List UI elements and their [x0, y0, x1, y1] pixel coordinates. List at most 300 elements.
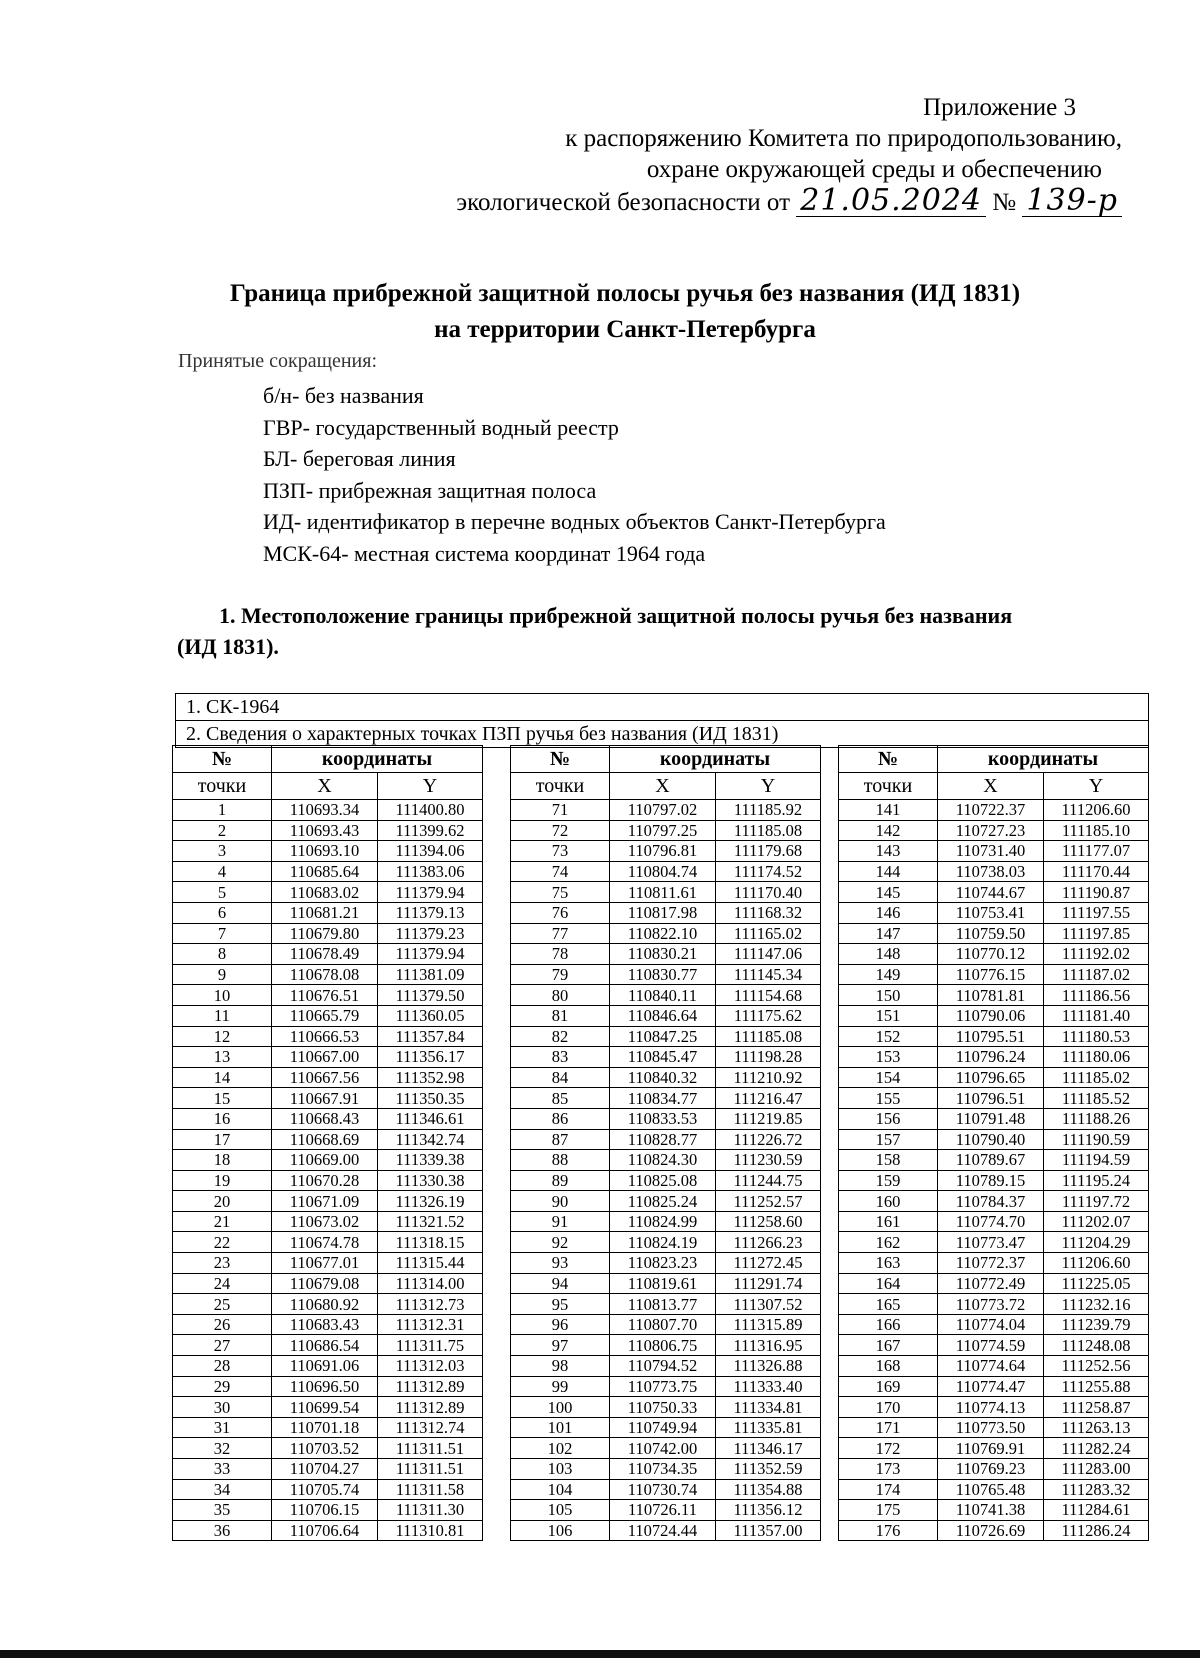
table-row [839, 800, 1149, 821]
point-number: 144 [839, 861, 938, 882]
point-x: 110680.92 [272, 1294, 378, 1315]
table-row [839, 1397, 1149, 1418]
point-y: 111258.87 [1044, 1397, 1149, 1418]
point-y: 111185.08 [716, 820, 821, 841]
point-y: 111188.26 [1044, 1108, 1149, 1129]
point-x: 110794.52 [610, 1356, 716, 1377]
point-x: 110774.59 [938, 1335, 1044, 1356]
point-number: 20 [173, 1191, 272, 1212]
point-x: 110828.77 [610, 1129, 716, 1150]
table-row [839, 902, 1149, 923]
point-y: 111284.61 [1044, 1500, 1149, 1521]
table-row [511, 1335, 821, 1356]
table-row [511, 1170, 821, 1191]
date-prefix: экологической безопасности от [456, 189, 790, 216]
point-y: 111400.80 [378, 800, 483, 821]
point-x: 110677.01 [272, 1253, 378, 1274]
point-x: 110769.91 [938, 1438, 1044, 1459]
point-number: 169 [839, 1376, 938, 1397]
point-number: 33 [173, 1459, 272, 1480]
point-y: 111248.08 [1044, 1335, 1149, 1356]
point-y: 111339.38 [378, 1150, 483, 1171]
table-row [173, 882, 483, 903]
number-label: № [992, 189, 1017, 216]
committee-name-line: охране окружающей среды и обеспечению [646, 156, 1102, 183]
table-row [173, 1191, 483, 1212]
point-y: 111198.28 [716, 1047, 821, 1068]
table-row [173, 944, 483, 965]
column-header-coordinates: координаты [938, 746, 1149, 773]
point-y: 111318.15 [378, 1232, 483, 1253]
table-row [839, 985, 1149, 1006]
point-x: 110790.06 [938, 1005, 1044, 1026]
point-number: 25 [173, 1294, 272, 1315]
point-x: 110774.04 [938, 1314, 1044, 1335]
point-x: 110796.65 [938, 1067, 1044, 1088]
point-number: 78 [511, 944, 610, 965]
point-y: 111357.00 [716, 1520, 821, 1541]
table-row [511, 1294, 821, 1315]
point-x: 110796.81 [610, 841, 716, 862]
point-number: 161 [839, 1211, 938, 1232]
table-row [511, 944, 821, 965]
table-row [839, 882, 1149, 903]
table-row [173, 1150, 483, 1171]
point-y: 111356.12 [716, 1500, 821, 1521]
point-x: 110706.15 [272, 1500, 378, 1521]
point-number: 12 [173, 1026, 272, 1047]
point-y: 111255.88 [1044, 1376, 1149, 1397]
point-y: 111192.02 [1044, 944, 1149, 965]
point-x: 110845.47 [610, 1047, 716, 1068]
point-number: 168 [839, 1356, 938, 1377]
point-y: 111252.57 [716, 1191, 821, 1212]
abbreviation-item: ИД- идентификатор в перечне водных объектов Санкт-Петербурга [263, 509, 886, 534]
point-number: 167 [839, 1335, 938, 1356]
point-number: 94 [511, 1273, 610, 1294]
table-row [839, 1191, 1149, 1212]
point-y: 111379.50 [378, 985, 483, 1006]
table-row [511, 1150, 821, 1171]
point-x: 110774.70 [938, 1211, 1044, 1232]
table-row [839, 1520, 1149, 1541]
column-header-number: № [511, 746, 610, 773]
point-y: 111346.61 [378, 1108, 483, 1129]
point-x: 110817.98 [610, 902, 716, 923]
point-number: 35 [173, 1500, 272, 1521]
point-x: 110699.54 [272, 1397, 378, 1418]
point-x: 110669.00 [272, 1150, 378, 1171]
table-row [173, 1459, 483, 1480]
table-row [173, 1253, 483, 1274]
table-row [511, 1088, 821, 1109]
point-y: 111315.44 [378, 1253, 483, 1274]
point-number: 157 [839, 1129, 938, 1150]
point-x: 110738.03 [938, 861, 1044, 882]
point-number: 2 [173, 820, 272, 841]
point-y: 111346.17 [716, 1438, 821, 1459]
point-y: 111335.81 [716, 1417, 821, 1438]
coordinates-table-2 [510, 745, 821, 1541]
point-x: 110667.00 [272, 1047, 378, 1068]
point-number: 19 [173, 1170, 272, 1191]
point-x: 110726.11 [610, 1500, 716, 1521]
point-x: 110811.61 [610, 882, 716, 903]
table-row [511, 1397, 821, 1418]
point-x: 110825.08 [610, 1170, 716, 1191]
point-y: 111330.38 [378, 1170, 483, 1191]
abbreviation-item: ГВР- государственный водный реестр [263, 414, 619, 440]
point-number: 142 [839, 820, 938, 841]
point-x: 110772.37 [938, 1253, 1044, 1274]
point-x: 110734.35 [610, 1459, 716, 1480]
point-x: 110822.10 [610, 923, 716, 944]
table-row [511, 1108, 821, 1129]
section-heading-line-2: (ИД 1831). [177, 634, 279, 659]
table-row [839, 964, 1149, 985]
point-x: 110840.32 [610, 1067, 716, 1088]
point-number: 170 [839, 1397, 938, 1418]
point-x: 110789.67 [938, 1150, 1044, 1171]
table-row [839, 1170, 1149, 1191]
point-y: 111321.52 [378, 1211, 483, 1232]
point-x: 110824.30 [610, 1150, 716, 1171]
appendix-number: Приложение 3 [923, 94, 1076, 121]
point-number: 21 [173, 1211, 272, 1232]
point-number: 164 [839, 1273, 938, 1294]
point-x: 110727.23 [938, 820, 1044, 841]
table-row [173, 861, 483, 882]
point-x: 110796.24 [938, 1047, 1044, 1068]
point-x: 110774.47 [938, 1376, 1044, 1397]
point-number: 29 [173, 1376, 272, 1397]
point-number: 100 [511, 1397, 610, 1418]
point-number: 92 [511, 1232, 610, 1253]
table-row [511, 985, 821, 1006]
point-number: 3 [173, 841, 272, 862]
point-y: 111282.24 [1044, 1438, 1149, 1459]
point-number: 145 [839, 882, 938, 903]
document-title [0, 276, 1200, 348]
point-x: 110678.49 [272, 944, 378, 965]
table-row [511, 820, 821, 841]
point-x: 110773.75 [610, 1376, 716, 1397]
point-y: 111170.40 [716, 882, 821, 903]
point-x: 110730.74 [610, 1479, 716, 1500]
point-x: 110776.15 [938, 964, 1044, 985]
point-number: 18 [173, 1150, 272, 1171]
point-x: 110773.72 [938, 1294, 1044, 1315]
point-number: 87 [511, 1129, 610, 1150]
point-x: 110791.48 [938, 1108, 1044, 1129]
point-x: 110667.91 [272, 1088, 378, 1109]
section-1-heading [177, 600, 1107, 662]
point-x: 110806.75 [610, 1335, 716, 1356]
table-row [173, 800, 483, 821]
table-row [173, 985, 483, 1006]
table-row [511, 1500, 821, 1521]
point-x: 110833.53 [610, 1108, 716, 1129]
point-y: 111399.62 [378, 820, 483, 841]
point-y: 111226.72 [716, 1129, 821, 1150]
table-row [511, 882, 821, 903]
table-row [173, 1438, 483, 1459]
point-x: 110724.44 [610, 1520, 716, 1541]
table-row [173, 1047, 483, 1068]
point-x: 110790.40 [938, 1129, 1044, 1150]
point-y: 111206.60 [1044, 1253, 1149, 1274]
table-row [511, 1479, 821, 1500]
point-number: 101 [511, 1417, 610, 1438]
point-y: 111194.59 [1044, 1150, 1149, 1171]
point-number: 34 [173, 1479, 272, 1500]
point-y: 111244.75 [716, 1170, 821, 1191]
point-number: 72 [511, 820, 610, 841]
point-y: 111383.06 [378, 861, 483, 882]
point-y: 111352.98 [378, 1067, 483, 1088]
point-y: 111291.74 [716, 1273, 821, 1294]
table-row [173, 1356, 483, 1377]
abbreviations-list [263, 380, 886, 569]
point-x: 110671.09 [272, 1191, 378, 1212]
table-row [511, 923, 821, 944]
point-x: 110683.43 [272, 1314, 378, 1335]
point-y: 111175.62 [716, 1005, 821, 1026]
table-row [839, 841, 1149, 862]
point-y: 111186.56 [1044, 985, 1149, 1006]
column-header-number: № [839, 746, 938, 773]
table-row [173, 1211, 483, 1232]
point-number: 149 [839, 964, 938, 985]
point-x: 110703.52 [272, 1438, 378, 1459]
point-number: 103 [511, 1459, 610, 1480]
point-number: 22 [173, 1232, 272, 1253]
point-y: 111168.32 [716, 902, 821, 923]
point-y: 111154.68 [716, 985, 821, 1006]
point-number: 155 [839, 1088, 938, 1109]
table-row [173, 1294, 483, 1315]
point-y: 111204.29 [1044, 1232, 1149, 1253]
abbreviation-item: БЛ- береговая линия [263, 446, 456, 471]
point-number: 73 [511, 841, 610, 862]
point-y: 111180.53 [1044, 1026, 1149, 1047]
point-x: 110666.53 [272, 1026, 378, 1047]
point-x: 110731.40 [938, 841, 1044, 862]
table-row [173, 1314, 483, 1335]
table-row [839, 1232, 1149, 1253]
point-x: 110796.51 [938, 1088, 1044, 1109]
point-number: 98 [511, 1356, 610, 1377]
column-header-point: точки [173, 773, 272, 800]
table-row [173, 1376, 483, 1397]
point-x: 110668.69 [272, 1129, 378, 1150]
point-number: 17 [173, 1129, 272, 1150]
point-number: 104 [511, 1479, 610, 1500]
point-number: 89 [511, 1170, 610, 1191]
point-x: 110693.10 [272, 841, 378, 862]
coordinates-table-1 [172, 745, 483, 1541]
point-x: 110770.12 [938, 944, 1044, 965]
column-header-x: X [272, 773, 378, 800]
table-row [173, 923, 483, 944]
point-x: 110773.50 [938, 1417, 1044, 1438]
table-row [839, 1108, 1149, 1129]
table-row [173, 1026, 483, 1047]
point-y: 111312.89 [378, 1397, 483, 1418]
point-x: 110686.54 [272, 1335, 378, 1356]
point-y: 111379.94 [378, 882, 483, 903]
point-y: 111216.47 [716, 1088, 821, 1109]
point-y: 111333.40 [716, 1376, 821, 1397]
point-number: 172 [839, 1438, 938, 1459]
title-line-2: на территории Санкт-Петербурга [434, 316, 816, 343]
table-row [173, 1335, 483, 1356]
point-y: 111272.45 [716, 1253, 821, 1274]
table-row [511, 861, 821, 882]
table-row [173, 1067, 483, 1088]
point-number: 88 [511, 1150, 610, 1171]
table-row [511, 1459, 821, 1480]
table-row [511, 1211, 821, 1232]
table-row [839, 1479, 1149, 1500]
table-row [839, 1047, 1149, 1068]
point-y: 111177.07 [1044, 841, 1149, 862]
table-row [511, 1232, 821, 1253]
abbreviation-item: б/н- без названия [263, 383, 424, 408]
point-number: 86 [511, 1108, 610, 1129]
point-number: 1 [173, 800, 272, 821]
point-x: 110665.79 [272, 1005, 378, 1026]
table-row [511, 800, 821, 821]
point-x: 110726.69 [938, 1520, 1044, 1541]
point-number: 4 [173, 861, 272, 882]
point-x: 110784.37 [938, 1191, 1044, 1212]
point-number: 90 [511, 1191, 610, 1212]
point-number: 84 [511, 1067, 610, 1088]
point-x: 110706.64 [272, 1520, 378, 1541]
table-row [839, 1088, 1149, 1109]
table-row [173, 1417, 483, 1438]
point-number: 162 [839, 1232, 938, 1253]
table-row [173, 902, 483, 923]
table-row [173, 841, 483, 862]
point-number: 76 [511, 902, 610, 923]
point-y: 111206.60 [1044, 800, 1149, 821]
point-y: 111185.92 [716, 800, 821, 821]
point-y: 111185.08 [716, 1026, 821, 1047]
point-number: 171 [839, 1417, 938, 1438]
point-number: 158 [839, 1150, 938, 1171]
table-row [839, 1211, 1149, 1232]
point-y: 111283.32 [1044, 1479, 1149, 1500]
column-header-number: № [173, 746, 272, 773]
table-row [173, 964, 483, 985]
column-header-x: X [938, 773, 1044, 800]
point-y: 111185.02 [1044, 1067, 1149, 1088]
point-x: 110701.18 [272, 1417, 378, 1438]
table-row [511, 841, 821, 862]
point-y: 111360.05 [378, 1005, 483, 1026]
point-x: 110742.00 [610, 1438, 716, 1459]
point-x: 110744.67 [938, 882, 1044, 903]
point-x: 110691.06 [272, 1356, 378, 1377]
table-row [511, 1273, 821, 1294]
point-x: 110774.13 [938, 1397, 1044, 1418]
point-number: 102 [511, 1438, 610, 1459]
table-row [839, 944, 1149, 965]
point-y: 111350.35 [378, 1088, 483, 1109]
point-y: 111357.84 [378, 1026, 483, 1047]
point-number: 27 [173, 1335, 272, 1356]
point-x: 110741.38 [938, 1500, 1044, 1521]
point-number: 151 [839, 1005, 938, 1026]
point-number: 159 [839, 1170, 938, 1191]
point-x: 110834.77 [610, 1088, 716, 1109]
point-y: 111190.87 [1044, 882, 1149, 903]
point-y: 111311.51 [378, 1459, 483, 1480]
point-number: 6 [173, 902, 272, 923]
abbreviation-item: ПЗП- прибрежная защитная полоса [263, 477, 597, 503]
point-x: 110825.24 [610, 1191, 716, 1212]
point-number: 96 [511, 1314, 610, 1335]
table-row [511, 964, 821, 985]
point-y: 111181.40 [1044, 1005, 1149, 1026]
point-x: 110846.64 [610, 1005, 716, 1026]
point-number: 83 [511, 1047, 610, 1068]
point-number: 165 [839, 1294, 938, 1315]
point-y: 111219.85 [716, 1108, 821, 1129]
table-row [511, 1067, 821, 1088]
point-y: 111185.10 [1044, 820, 1149, 841]
column-header-y: Y [1044, 773, 1149, 800]
point-x: 110797.25 [610, 820, 716, 841]
point-y: 111381.09 [378, 964, 483, 985]
point-y: 111326.88 [716, 1356, 821, 1377]
point-y: 111266.23 [716, 1232, 821, 1253]
point-number: 148 [839, 944, 938, 965]
point-number: 174 [839, 1479, 938, 1500]
point-y: 111210.92 [716, 1067, 821, 1088]
point-y: 111342.74 [378, 1129, 483, 1150]
column-header-coordinates: координаты [610, 746, 821, 773]
table-row [511, 1191, 821, 1212]
point-y: 111283.00 [1044, 1459, 1149, 1480]
point-y: 111170.44 [1044, 861, 1149, 882]
point-number: 147 [839, 923, 938, 944]
point-x: 110667.56 [272, 1067, 378, 1088]
point-y: 111315.89 [716, 1314, 821, 1335]
table-row [173, 1088, 483, 1109]
point-y: 111197.72 [1044, 1191, 1149, 1212]
point-number: 97 [511, 1335, 610, 1356]
table-row [839, 1294, 1149, 1315]
point-number: 153 [839, 1047, 938, 1068]
table-row [839, 1026, 1149, 1047]
order-reference-line: к распоряжению Комитета по природопользованию, [565, 125, 1122, 152]
table-row [839, 1335, 1149, 1356]
point-y: 111197.55 [1044, 902, 1149, 923]
point-number: 95 [511, 1294, 610, 1315]
point-y: 111263.13 [1044, 1417, 1149, 1438]
point-y: 111352.59 [716, 1459, 821, 1480]
point-number: 28 [173, 1356, 272, 1377]
table-row [511, 1047, 821, 1068]
table-row [511, 1026, 821, 1047]
point-x: 110722.37 [938, 800, 1044, 821]
point-number: 32 [173, 1438, 272, 1459]
point-number: 156 [839, 1108, 938, 1129]
table-row [173, 1170, 483, 1191]
